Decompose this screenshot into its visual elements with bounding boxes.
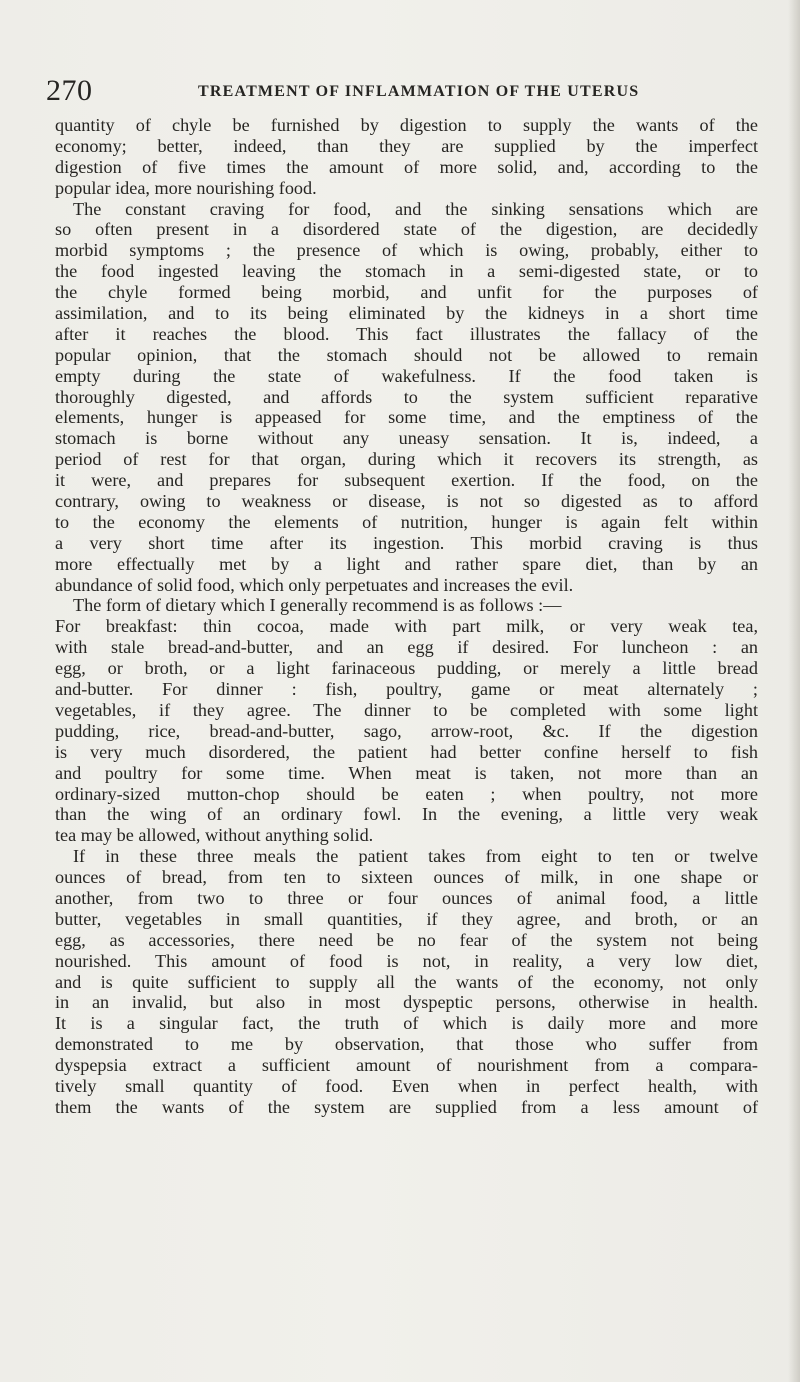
text-line: ordinary-sized mutton-chop should be eaten ; when poultry, not more — [55, 783, 758, 804]
text-line: egg, as accessories, there need be no fear of the system not being — [55, 929, 758, 950]
text-line: nourished. This amount of food is not, in reality, a very low diet, — [55, 950, 758, 971]
text-line: to the economy the elements of nutrition, hunger is again felt within — [55, 511, 758, 532]
text-line: If in these three meals the patient takes from eight to ten or twelve — [73, 846, 758, 867]
text-line: elements, hunger is appeased for some time, and the emptiness of the — [55, 407, 758, 428]
text-line: and is quite sufficient to supply all the wants of the economy, not only — [55, 971, 758, 992]
text-line: with stale bread-and-butter, and an egg if desired. For luncheon : an — [55, 637, 758, 658]
text-line: The form of dietary which I generally recommend is as follows :— — [73, 595, 562, 616]
text-line: them the wants of the system are supplied from a less amount of — [55, 1096, 758, 1117]
text-line: and-butter. For dinner : fish, poultry, game or meat alternately ; — [55, 679, 758, 700]
text-line: economy; better, indeed, than they are supplied by the imperfect — [55, 135, 758, 156]
running-head: TREATMENT OF INFLAMMATION OF THE UTERUS — [198, 83, 640, 100]
text-line: more effectually met by a light and rather spare diet, than by an — [55, 553, 758, 574]
text-line: period of rest for that organ, during which it recovers its strength, as — [55, 449, 758, 470]
text-line: digestion of five times the amount of more solid, and, according to the — [55, 156, 758, 177]
text-line: abundance of solid food, which only perpetuates and increases the evil. — [55, 574, 574, 595]
text-line: popular opinion, that the stomach should not be allowed to remain — [55, 344, 758, 365]
body-text — [55, 115, 758, 1118]
text-line: dyspepsia extract a sufficient amount of nourishment from a compara- — [55, 1055, 758, 1076]
text-line: is very much disordered, the patient had better confine herself to fish — [55, 741, 758, 762]
text-line: quantity of chyle be furnished by digestion to supply the wants of the — [55, 115, 758, 135]
page-edge-shadow — [788, 0, 800, 1382]
text-line: butter, vegetables in small quantities, if they agree, and broth, or an — [55, 908, 758, 929]
text-line: The constant craving for food, and the sinking sensations which are — [73, 198, 758, 219]
text-line: pudding, rice, bread-and-butter, sago, arrow-root, &c. If the digestion — [55, 720, 758, 741]
text-line: morbid symptoms ; the presence of which is owing, probably, either to — [55, 240, 758, 261]
text-line: the chyle formed being morbid, and unfit for the purposes of — [55, 282, 758, 303]
text-line: assimilation, and to its being eliminated by the kidneys in a short time — [55, 303, 758, 324]
text-line: in an invalid, but also in most dyspeptic persons, otherwise in health. — [55, 992, 758, 1013]
text-line: empty during the state of wakefulness. If the food taken is — [55, 365, 758, 386]
text-line: so often present in a disordered state of the digestion, are decidedly — [55, 219, 758, 240]
text-line: tively small quantity of food. Even when in perfect health, with — [55, 1075, 758, 1096]
text-line: stomach is borne without any uneasy sensation. It is, indeed, a — [55, 428, 758, 449]
text-line: demonstrated to me by observation, that those who suffer from — [55, 1034, 758, 1055]
text-line: egg, or broth, or a light farinaceous pudding, or merely a little bread — [55, 658, 758, 679]
text-line: contrary, owing to weakness or disease, is not so digested as to afford — [55, 491, 758, 512]
text-line: popular idea, more nourishing food. — [55, 177, 317, 198]
text-line: a very short time after its ingestion. This morbid craving is thus — [55, 532, 758, 553]
text-line: another, from two to three or four ounces of animal food, a little — [55, 887, 758, 908]
text-line: the food ingested leaving the stomach in a semi-digested state, or to — [55, 261, 758, 282]
text-line: it were, and prepares for subsequent exertion. If the food, on the — [55, 470, 758, 491]
text-line: and poultry for some time. When meat is taken, not more than an — [55, 762, 758, 783]
text-line: It is a singular fact, the truth of which is daily more and more — [55, 1013, 758, 1034]
page-header — [46, 74, 746, 108]
text-line: thoroughly digested, and affords to the system sufficient reparative — [55, 386, 758, 407]
page-number: 270 — [46, 74, 93, 107]
text-line: than the wing of an ordinary fowl. In the evening, a little very weak — [55, 804, 758, 825]
text-line: For breakfast: thin cocoa, made with part milk, or very weak tea, — [55, 616, 758, 637]
text-line: tea may be allowed, without anything solid. — [55, 825, 374, 846]
text-line: after it reaches the blood. This fact illustrates the fallacy of the — [55, 323, 758, 344]
text-line: vegetables, if they agree. The dinner to be completed with some light — [55, 699, 758, 720]
text-line: ounces of bread, from ten to sixteen ounces of milk, in one shape or — [55, 867, 758, 888]
